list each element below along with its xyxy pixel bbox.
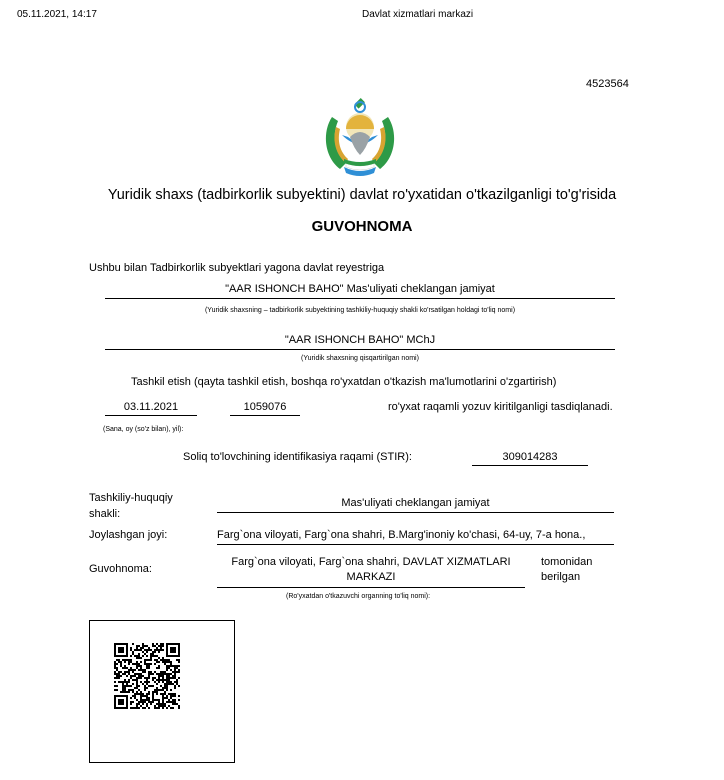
registration-number: 1059076 bbox=[230, 401, 300, 416]
intro-text: Ushbu bilan Tadbirkorlik subyektlari yagona davlat reyestriga bbox=[89, 262, 385, 274]
location-label: Joylashgan joyi: bbox=[89, 529, 168, 541]
document-number: 4523564 bbox=[586, 78, 629, 90]
date-caption: (Sana, oy (so'z bilan), yil): bbox=[103, 426, 184, 433]
short-name-caption: (Yuridik shaxsning qisqartirilgan nomi) bbox=[301, 355, 419, 362]
org-form-label: Tashkiliy-huquqiy shakli: bbox=[89, 492, 173, 520]
issued-by-suffix: tomonidan berilgan bbox=[541, 556, 593, 583]
full-name-value: "AAR ISHONCH BAHO" Mas'uliyati cheklangan jamiyat bbox=[105, 283, 615, 299]
qr-code-icon bbox=[114, 643, 180, 709]
registration-date: 03.11.2021 bbox=[105, 401, 197, 416]
issuer-caption: (Ro'yxatdan o'tkazuvchi organning to'liq nomi): bbox=[286, 593, 431, 600]
print-datetime: 05.11.2021, 14:17 bbox=[17, 9, 97, 20]
state-emblem-icon bbox=[320, 97, 400, 179]
short-name-value: "AAR ISHONCH BAHO" MChJ bbox=[105, 334, 615, 350]
print-header-title: Davlat xizmatlari markazi bbox=[362, 9, 474, 20]
location-value: Farg`ona viloyati, Farg`ona shahri, B.Marg'inoniy ko'chasi, 64-uy, 7-a hona., bbox=[217, 529, 614, 545]
stir-value: 309014283 bbox=[472, 451, 588, 466]
full-name-caption: (Yuridik shaxsning – tadbirkorlik subyektining tashkiliy-huquqiy shakli ko'rsatilgan holdagi to'liq nomi) bbox=[204, 307, 516, 314]
registration-confirmation: ro'yxat raqamli yozuv kiritilganligi tasdiqlanadi. bbox=[388, 401, 613, 413]
certificate-label: Guvohnoma: bbox=[89, 563, 152, 575]
stir-label: Soliq to'lovchining identifikasiya raqami (STIR): bbox=[183, 451, 412, 463]
org-form-value: Mas'uliyati cheklangan jamiyat bbox=[217, 497, 614, 513]
qr-code-box bbox=[89, 620, 235, 763]
document-subtitle: Yuridik shaxs (tadbirkorlik subyektini) davlat ro'yxatidan o'tkazilganligi to'g'risida bbox=[107, 187, 617, 203]
establishment-text: Tashkil etish (qayta tashkil etish, boshqa ro'yxatdan o'tkazish ma'lumotlarini o'zgartirish) bbox=[131, 376, 557, 388]
issuer-value: Farg`ona viloyati, Farg`ona shahri, DAVLAT XIZMATLARI MARKAZI bbox=[217, 555, 525, 588]
document-title: GUVOHNOMA bbox=[311, 218, 413, 235]
